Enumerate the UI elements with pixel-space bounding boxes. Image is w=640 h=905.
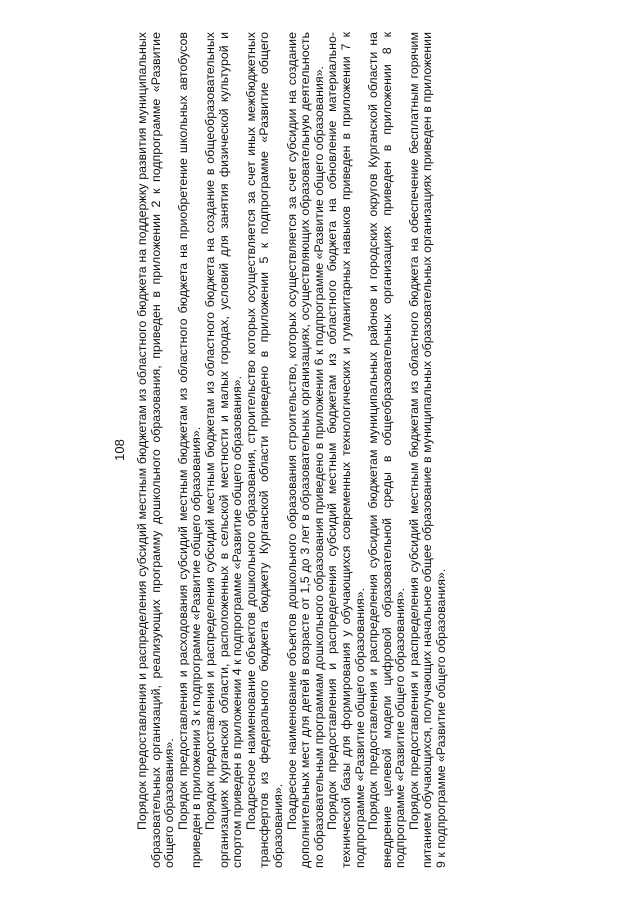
document-page (112, 32, 515, 868)
rotated-content (112, 32, 515, 868)
paragraph-sports-conditions: Порядок предоставления и распределения субсидий местным бюджетам из областного бюджета на создание в общеобразовательных организациях Курганской области, расположенных в сельской местности и малых городах, условий для занятия физической культурой и спортом приведен в приложении 4 к подпрограмме «Развитие общего образования». (202, 32, 245, 868)
paragraph-material-base: Порядок предоставления и распределения субсидий местным бюджетам из областного бюджета на обновление материально-технической базы для формирования у обучающихся современных технологических и гуманитарных навыков приведен в приложении 7 к подпрограмме «Развитие общего образования». (325, 32, 367, 868)
paragraph-digital-environment: Порядок предоставления и распределения субсидии бюджетам муниципальных районов и городских округов Курганской области на внедрение целевой модели цифровой образовательной среды в общеобразовательных организациях приведен в приложении 8 к подпрограмме «Развитие общего образования». (366, 32, 408, 868)
paragraph-preschool-objects-subsidy: Поадресное наименование объектов дошкольного образования строительство, которых осуществляется за счет субсидии на создание дополнительных мест для детей в возрасте от 1,5 до 3 лет в образовательных организациях, осуществляющих образовательную деятельность по образовательным программам дошкольного образования приведено в приложении 6 к подпрограмме «Развитие общего образования». (284, 32, 326, 868)
page-number: 108 (112, 439, 127, 461)
paragraph-subsidy-preschool: Порядок предоставления и распределения субсидий местным бюджетам из областного бюджета на поддержку развития муниципальных образовательных организаций, реализующих программу дошкольного образования, приведен в приложении 2 к подпрограмме «Развитие общего образования». (135, 32, 177, 868)
paragraph-school-buses: Порядок предоставления и расходования субсидий местным бюджетам из областного бюджета на приобретение школьных автобусов приведен в приложении 3 к подпрограмме «Развитие общего образования». (175, 32, 204, 868)
paragraph-preschool-objects-federal: Поадресное наименование объектов дошкольного образования, строительство которых осуществляется за счет иных межбюджетных трансфертов из федерального бюджета бюджету Курганской области приведено в приложении 5 к подпрограмме «Развитие общего образования». (243, 32, 285, 868)
paragraph-hot-meals: Порядок предоставления и распределения субсидий местным бюджетам из областного бюджета на обеспечение бесплатным горячим питанием обучающихся, получающих начальное общее образование в муниципальных образовательных организациях приведен в приложении 9 к подпрограмме «Развитие общего образования». (406, 32, 449, 868)
